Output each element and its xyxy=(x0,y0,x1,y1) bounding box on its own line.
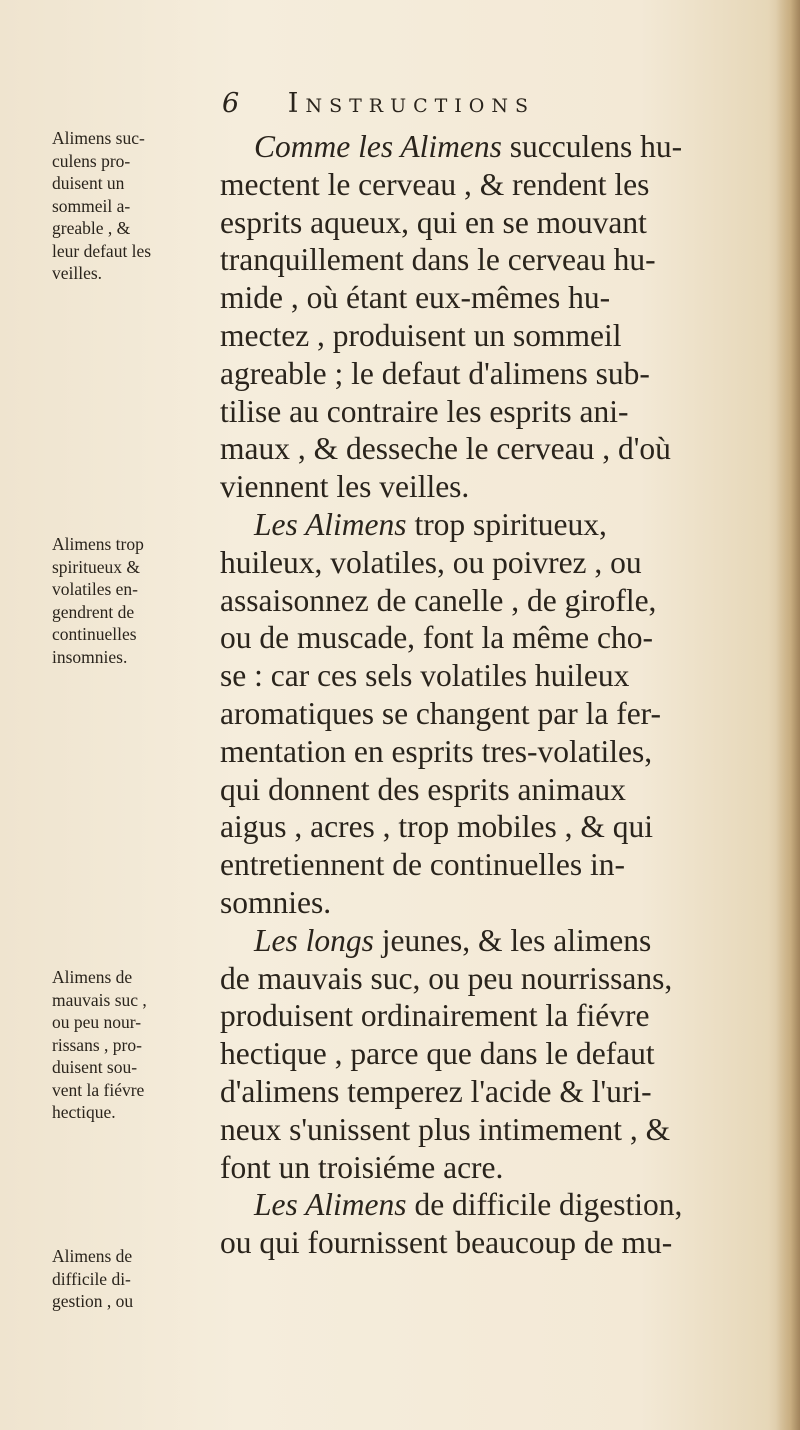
paragraph-lead-line xyxy=(220,922,775,960)
margin-note-line: continuelles xyxy=(52,624,137,644)
margin-note-line: volatiles en- xyxy=(52,579,139,599)
text-line: somnies. xyxy=(220,884,332,920)
text-line: huileux, volatiles, ou poivrez , ou xyxy=(220,544,642,580)
text-line: de mauvais suc, ou peu nourrissans, xyxy=(220,960,673,996)
paragraph-2 xyxy=(220,544,775,922)
margin-note-line: veilles. xyxy=(52,263,103,283)
text-line: assaisonnez de canelle , de girofle, xyxy=(220,582,657,618)
text-line: produisent ordinairement la fiévre xyxy=(220,998,650,1034)
text-line: entretiennent de continuelles in- xyxy=(220,847,625,883)
text-line: mectez , produisent un sommeil xyxy=(220,317,622,353)
text-line: mide , où étant eux-mêmes hu- xyxy=(220,280,611,316)
margin-note-line: leur defaut les xyxy=(52,240,152,261)
margin-note-line: ou peu nour- xyxy=(52,1012,142,1032)
paragraph-3 xyxy=(220,960,775,1187)
text-line: aromatiques se changent par la fer- xyxy=(220,695,662,731)
paragraph-lead-line xyxy=(220,128,775,166)
paragraph-lead-line xyxy=(220,506,775,544)
text-line: ou de muscade, font la même cho- xyxy=(220,620,653,656)
paragraph-4 xyxy=(220,1224,775,1262)
text-line: neux s'unissent plus intimement , & xyxy=(220,1111,671,1147)
page-edge-shadow xyxy=(776,0,800,1430)
text-line: agreable ; le defaut d'alimens sub- xyxy=(220,355,650,391)
lead-italic: Les Alimens xyxy=(254,1187,407,1223)
margin-note-line: Alimens de xyxy=(52,967,133,987)
text-line: se : car ces sels volatiles huileux xyxy=(220,658,630,694)
lead-italic: Les longs xyxy=(254,922,374,958)
text-line: qui donnent des esprits animaux xyxy=(220,771,626,807)
lead-rest: de difficile digestion, xyxy=(406,1187,683,1223)
margin-note-line: spiritueux & xyxy=(52,556,140,577)
main-text xyxy=(220,128,775,1262)
lead-rest: succulens hu- xyxy=(501,129,683,164)
margin-note-line: gestion , ou xyxy=(52,1291,134,1311)
margin-note-line: greable , & xyxy=(52,218,131,238)
margin-note-line: rissans , pro- xyxy=(52,1034,142,1055)
margin-note-line: Alimens suc- xyxy=(52,128,145,148)
margin-note-line: duisent un xyxy=(52,173,125,193)
text-line: mentation en esprits tres-volatiles, xyxy=(220,733,653,769)
margin-note-line: hectique. xyxy=(52,1102,116,1122)
paragraph-1 xyxy=(220,166,775,506)
text-line: maux , & desseche le cerveau , d'où xyxy=(220,431,671,467)
margin-note-line: vent la fiévre xyxy=(52,1079,145,1100)
text-line: esprits aqueux, qui en se mouvant xyxy=(220,204,647,240)
lead-italic: Comme les Alimens xyxy=(254,129,502,164)
margin-note-line: insomnies. xyxy=(52,646,128,667)
margin-note-line: gendrent de xyxy=(52,601,135,622)
margin-note-line: duisent sou- xyxy=(52,1057,138,1077)
margin-note-indigestible-foods xyxy=(52,1245,212,1313)
margin-note-line: Alimens de xyxy=(52,1246,133,1266)
text-line: d'alimens temperez l'acide & l'uri- xyxy=(220,1073,652,1109)
running-title: Instructions xyxy=(287,88,536,119)
margin-note-line: mauvais suc , xyxy=(52,989,147,1010)
running-header xyxy=(222,88,782,119)
margin-note-bad-juice-foods xyxy=(52,966,212,1124)
margin-note-line: culens pro- xyxy=(52,150,131,171)
text-line: viennent les veilles. xyxy=(220,469,470,505)
text-line: aigus , acres , trop mobiles , & qui xyxy=(220,809,654,845)
margin-note-line: sommeil a- xyxy=(52,195,131,216)
page-number: 6 xyxy=(222,88,247,119)
text-line: ou qui fournissent beaucoup de mu- xyxy=(220,1225,673,1261)
text-line: tranquillement dans le cerveau hu- xyxy=(220,242,656,278)
lead-rest: trop spiritueux, xyxy=(406,506,607,542)
margin-note-line: Alimens trop xyxy=(52,534,144,554)
text-line: font un troisiéme acre. xyxy=(220,1149,504,1185)
text-line: hectique , parce que dans le defaut xyxy=(220,1036,655,1072)
margin-note-line: difficile di- xyxy=(52,1268,131,1289)
lead-rest: jeunes, & les alimens xyxy=(373,922,652,958)
margin-note-succulent-foods xyxy=(52,127,212,285)
text-line: tilise au contraire les esprits ani- xyxy=(220,393,629,429)
lead-italic: Les Alimens xyxy=(254,506,407,542)
text-line: mectent le cerveau , & rendent les xyxy=(220,166,650,202)
paragraph-lead-line xyxy=(220,1186,775,1224)
margin-note-spirituous-foods xyxy=(52,533,212,668)
